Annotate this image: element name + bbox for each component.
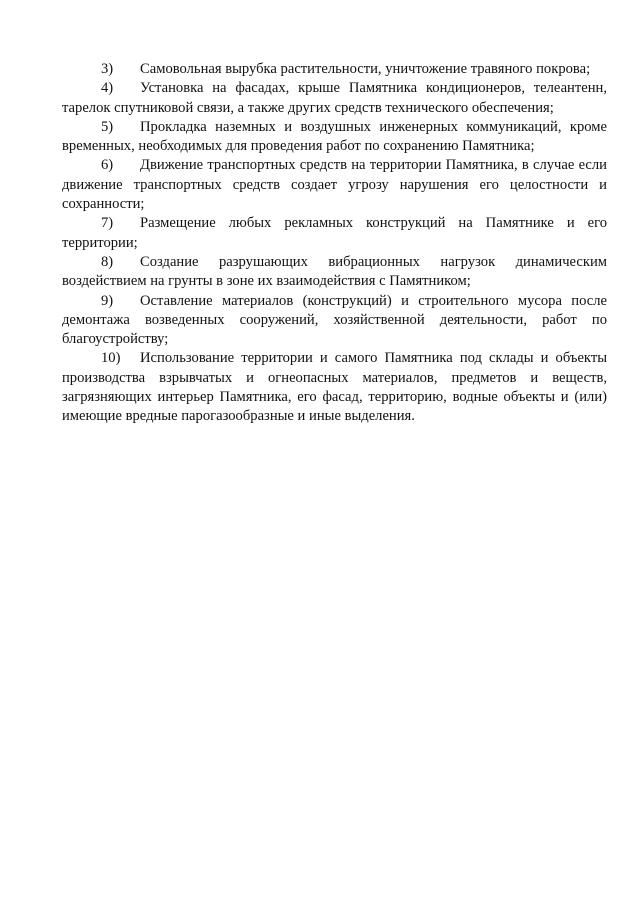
list-item-9 (62, 292, 607, 350)
item-number: 6) (101, 157, 114, 174)
list-item-8 (62, 253, 607, 292)
item-number: 10) (101, 350, 121, 367)
list-item-10 (62, 349, 607, 426)
item-text: Использование территории и самого Памятника под склады и объекты производства взрывчатых и огнеопасных материалов, предметов и веществ, загрязняющих интерьер Памятника, его фасад, территорию, водные объекты и (или) имеющие вредные парогазообразные и иные выделения. (62, 350, 607, 425)
item-number: 8) (101, 253, 114, 270)
item-number: 4) (101, 80, 114, 97)
item-number: 9) (101, 292, 114, 309)
list-item-3 (62, 60, 607, 79)
list-item-4 (62, 79, 607, 118)
item-text: Создание разрушающих вибрационных нагрузок динамическим воздействием на грунты в зоне их взаимодействия с Памятником; (62, 253, 607, 290)
item-number: 5) (101, 118, 114, 135)
list-item-6 (62, 156, 607, 214)
item-text: Прокладка наземных и воздушных инженерных коммуникаций, кроме временных, необходимых для проведения работ по сохранению Памятника; (62, 118, 607, 155)
item-text: Оставление материалов (конструкций) и строительного мусора после демонтажа возведенных сооружений, хозяйственной деятельности, работ по благоустройству; (62, 292, 607, 348)
item-number: 3) (101, 61, 114, 77)
list-item-5 (62, 118, 607, 157)
item-text: Установка на фасадах, крыше Памятника кондиционеров, телеантенн, тарелок спутниковой связи, а также других средств технического обеспечения; (62, 80, 607, 116)
item-text: Движение транспортных средств на территории Памятника, в случае если движение транспортных средств создает угрозу нарушения его целостности и сохранности; (62, 157, 607, 213)
item-number: 7) (101, 215, 114, 232)
list-item-7 (62, 214, 607, 253)
item-text: Размещение любых рекламных конструкций на Памятнике и его территории; (62, 215, 607, 251)
item-text: Самовольная вырубка растительности, уничтожение травяного покрова; (140, 61, 591, 77)
document-page (62, 60, 607, 427)
